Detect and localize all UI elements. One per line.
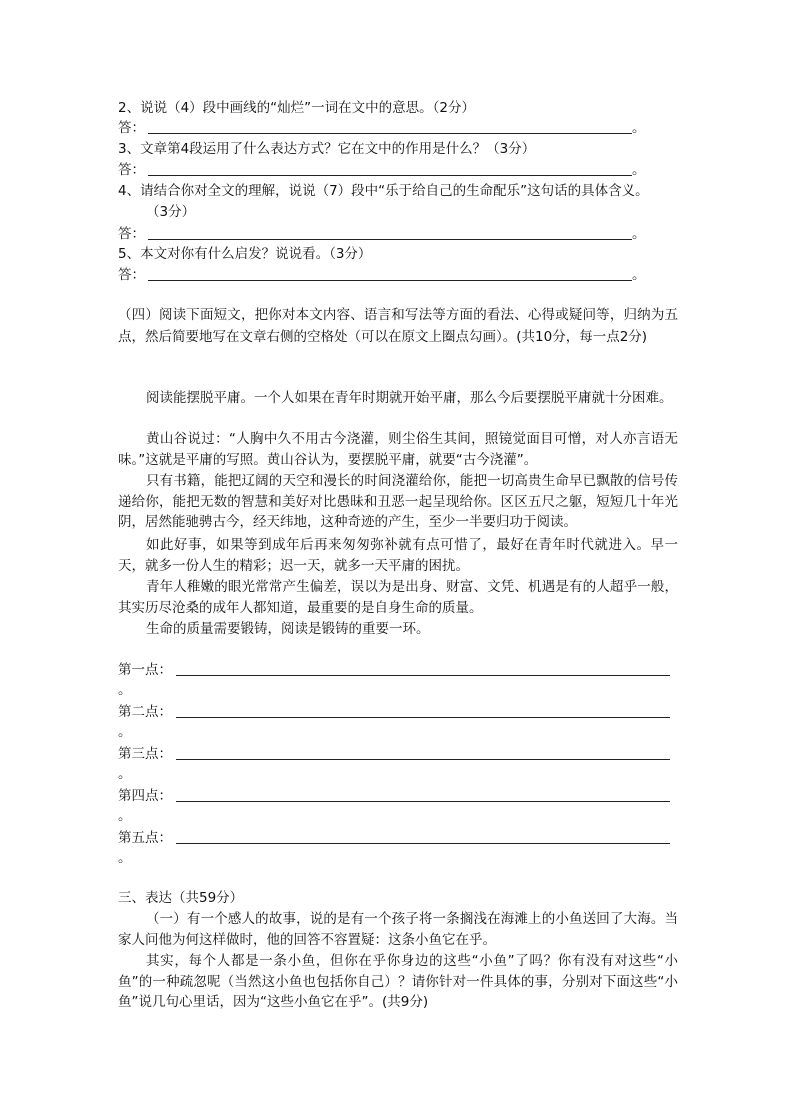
passage-paragraph: 生命的质量需要锻铸，阅读是锻铸的重要一环。 [146,621,430,637]
point-answer-line[interactable] [176,675,670,676]
section4-instruction: （四）阅读下面短文，把你对本文内容、语言和写法等方面的看法、心得或疑问等，归纳为五点，然后简要地写在文章右侧的空格处（可以在原文上圈点勾画）。(共10分，每一点2分) [118,307,678,345]
section3-paragraph: （一）有一个感人的故事，说的是有一个孩子将一条搁浅在海滩上的小鱼送回了大海。当家人问他为何这样做时，他的回答不容置疑：这条小鱼它在乎。 [118,911,678,948]
question-2: 2、说说（4）段中画线的“灿烂”一词在文中的意思。（2分） [118,100,476,116]
answer-line[interactable] [148,175,632,176]
question-4: 4、请结合你对全文的理解，说说（7）段中“乐于给自己的生命配乐”这句话的具体含义。 [118,183,649,199]
answer-end: 。 [632,162,646,178]
point-answer-line[interactable] [176,759,670,760]
point-answer-line[interactable] [176,717,670,718]
section3-paragraph: 其实，每个人都是一条小鱼，但你在乎你身边的这些“小鱼”了吗？你有没有对这些“小鱼”的一种疏忽呢（当然这小鱼也包括你自己）？请你针对一件具体的事，分别对下面这些“小鱼”说几句心里话，因为“这些小鱼它在乎”。(共9分) [118,953,678,1010]
point-label: 第二点： [118,704,172,720]
answer-line[interactable] [148,239,632,240]
answer-label: 答： [118,226,145,242]
answer-line[interactable] [148,133,632,134]
point-end: 。 [118,724,132,740]
point-label: 第五点： [118,830,172,846]
answer-line[interactable] [148,280,632,281]
passage-paragraph: 如此好事，如果等到成年后再来匆匆弥补就有点可惜了，最好在青年时代就进入。早一天，就多一份人生的精彩；迟一天，就多一天平庸的困扰。 [118,537,678,574]
point-label: 第四点： [118,788,172,804]
question-4-score: （3分） [146,204,196,220]
point-label: 第一点： [118,662,172,678]
question-3: 3、文章第4段运用了什么表达方式？它在文中的作用是什么？（3分） [118,141,536,157]
point-end: 。 [118,850,132,866]
passage-paragraph: 阅读能摆脱平庸。一个人如果在青年时期就开始平庸，那么今后要摆脱平庸就十分困难。 [146,390,673,406]
section3-heading: 三、表达（共59分） [118,890,244,906]
point-end: 。 [118,808,132,824]
answer-end: 。 [632,226,646,242]
point-answer-line[interactable] [176,843,670,844]
passage-paragraph: 青年人稚嫩的眼光常常产生偏差，误以为是出身、财富、文凭、机遇是有的人超乎一般，其实历尽沧桑的成年人都知道，最重要的是自身生命的质量。 [118,579,678,616]
answer-label: 答： [118,267,145,283]
answer-label: 答： [118,162,145,178]
point-end: 。 [118,766,132,782]
passage-paragraph: 只有书籍，能把辽阔的天空和漫长的时间浇灌给你，能把一切高贵生命早已飘散的信号传递给你，能把无数的智慧和美好对比愚昧和丑恶一起呈现给你。区区五尺之躯，短短几十年光阴，居然能驰骋古今，经天纬地，这种奇迹的产生，至少一半要归功于阅读。 [118,473,678,530]
answer-end: 。 [632,267,646,283]
point-answer-line[interactable] [176,801,670,802]
answer-label: 答： [118,120,145,136]
passage-paragraph: 黄山谷说过：“人胸中久不用古今浇灌，则尘俗生其间，照镜觉面目可憎，对人亦言语无味。”这就是平庸的写照。黄山谷认为，要摆脱平庸，就要“古今浇灌”。 [118,431,678,468]
answer-end: 。 [632,120,646,136]
question-5: 5、本文对你有什么启发？说说看。（3分） [118,246,372,262]
point-label: 第三点： [118,746,172,762]
point-end: 。 [118,682,132,698]
